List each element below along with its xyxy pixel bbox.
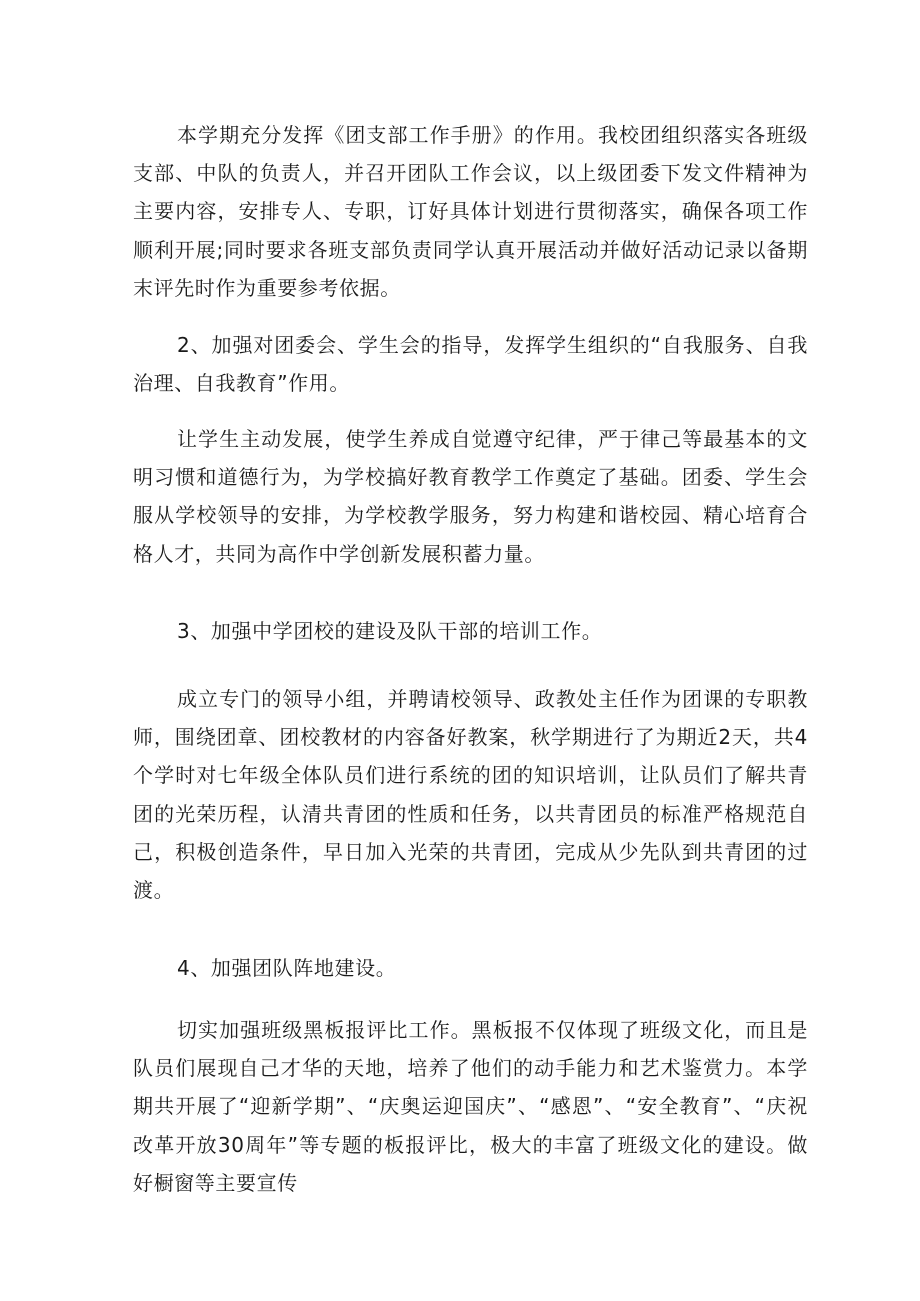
paragraph-7: 切实加强班级黑板报评比工作。黑板报不仅体现了班级文化，而且是队员们展现自己才华的天地，培养了他们的动手能力和艺术鉴赏力。本学期共开展了“迎新学期”、“庆奥运迎国庆”、“感恩”、“安全教育”、“庆祝改革开放30周年”等专题的板报评比，极大的丰富了班级文化的建设。做好橱窗等主要宣传: [133, 1018, 808, 1195]
paragraph-2: 2、加强对团委会、学生会的指导，发挥学生组织的“自我服务、自我治理、自我教育”作用。: [133, 333, 808, 396]
paragraph-4: 3、加强中学团校的建设及队干部的培训工作。: [177, 619, 603, 643]
paragraph-1: 本学期充分发挥《团支部工作手册》的作用。我校团组织落实各班级支部、中队的负责人，并召开团队工作会议，以上级团委下发文件精神为主要内容，安排专人、专职，订好具体计划进行贯彻落实，确保各项工作顺利开展;同时要求各班支部负责同学认真开展活动并做好活动记录以备期末评先时作为重要参考依据。: [133, 123, 808, 300]
paragraph-6: 4、加强团队阵地建设。: [177, 956, 397, 980]
paragraph-5: 成立专门的领导小组，并聘请校领导、政教处主任作为团课的专职教师，围绕团章、团校教材的内容备好教案，秋学期进行了为期近2天，共4个学时对七年级全体队员们进行系统的团的知识培训，让队员们了解共青团的光荣历程，认清共青团的性质和任务，以共青团员的标准严格规范自己，积极创造条件，早日加入光荣的共青团，完成从少先队到共青团的过渡。: [133, 687, 808, 903]
paragraph-3: 让学生主动发展，使学生养成自觉遵守纪律，严于律己等最基本的文明习惯和道德行为，为学校搞好教育教学工作奠定了基础。团委、学生会服从学校领导的安排，为学校教学服务，努力构建和谐校园、精心培育合格人才，共同为高作中学创新发展积蓄力量。: [133, 427, 808, 566]
